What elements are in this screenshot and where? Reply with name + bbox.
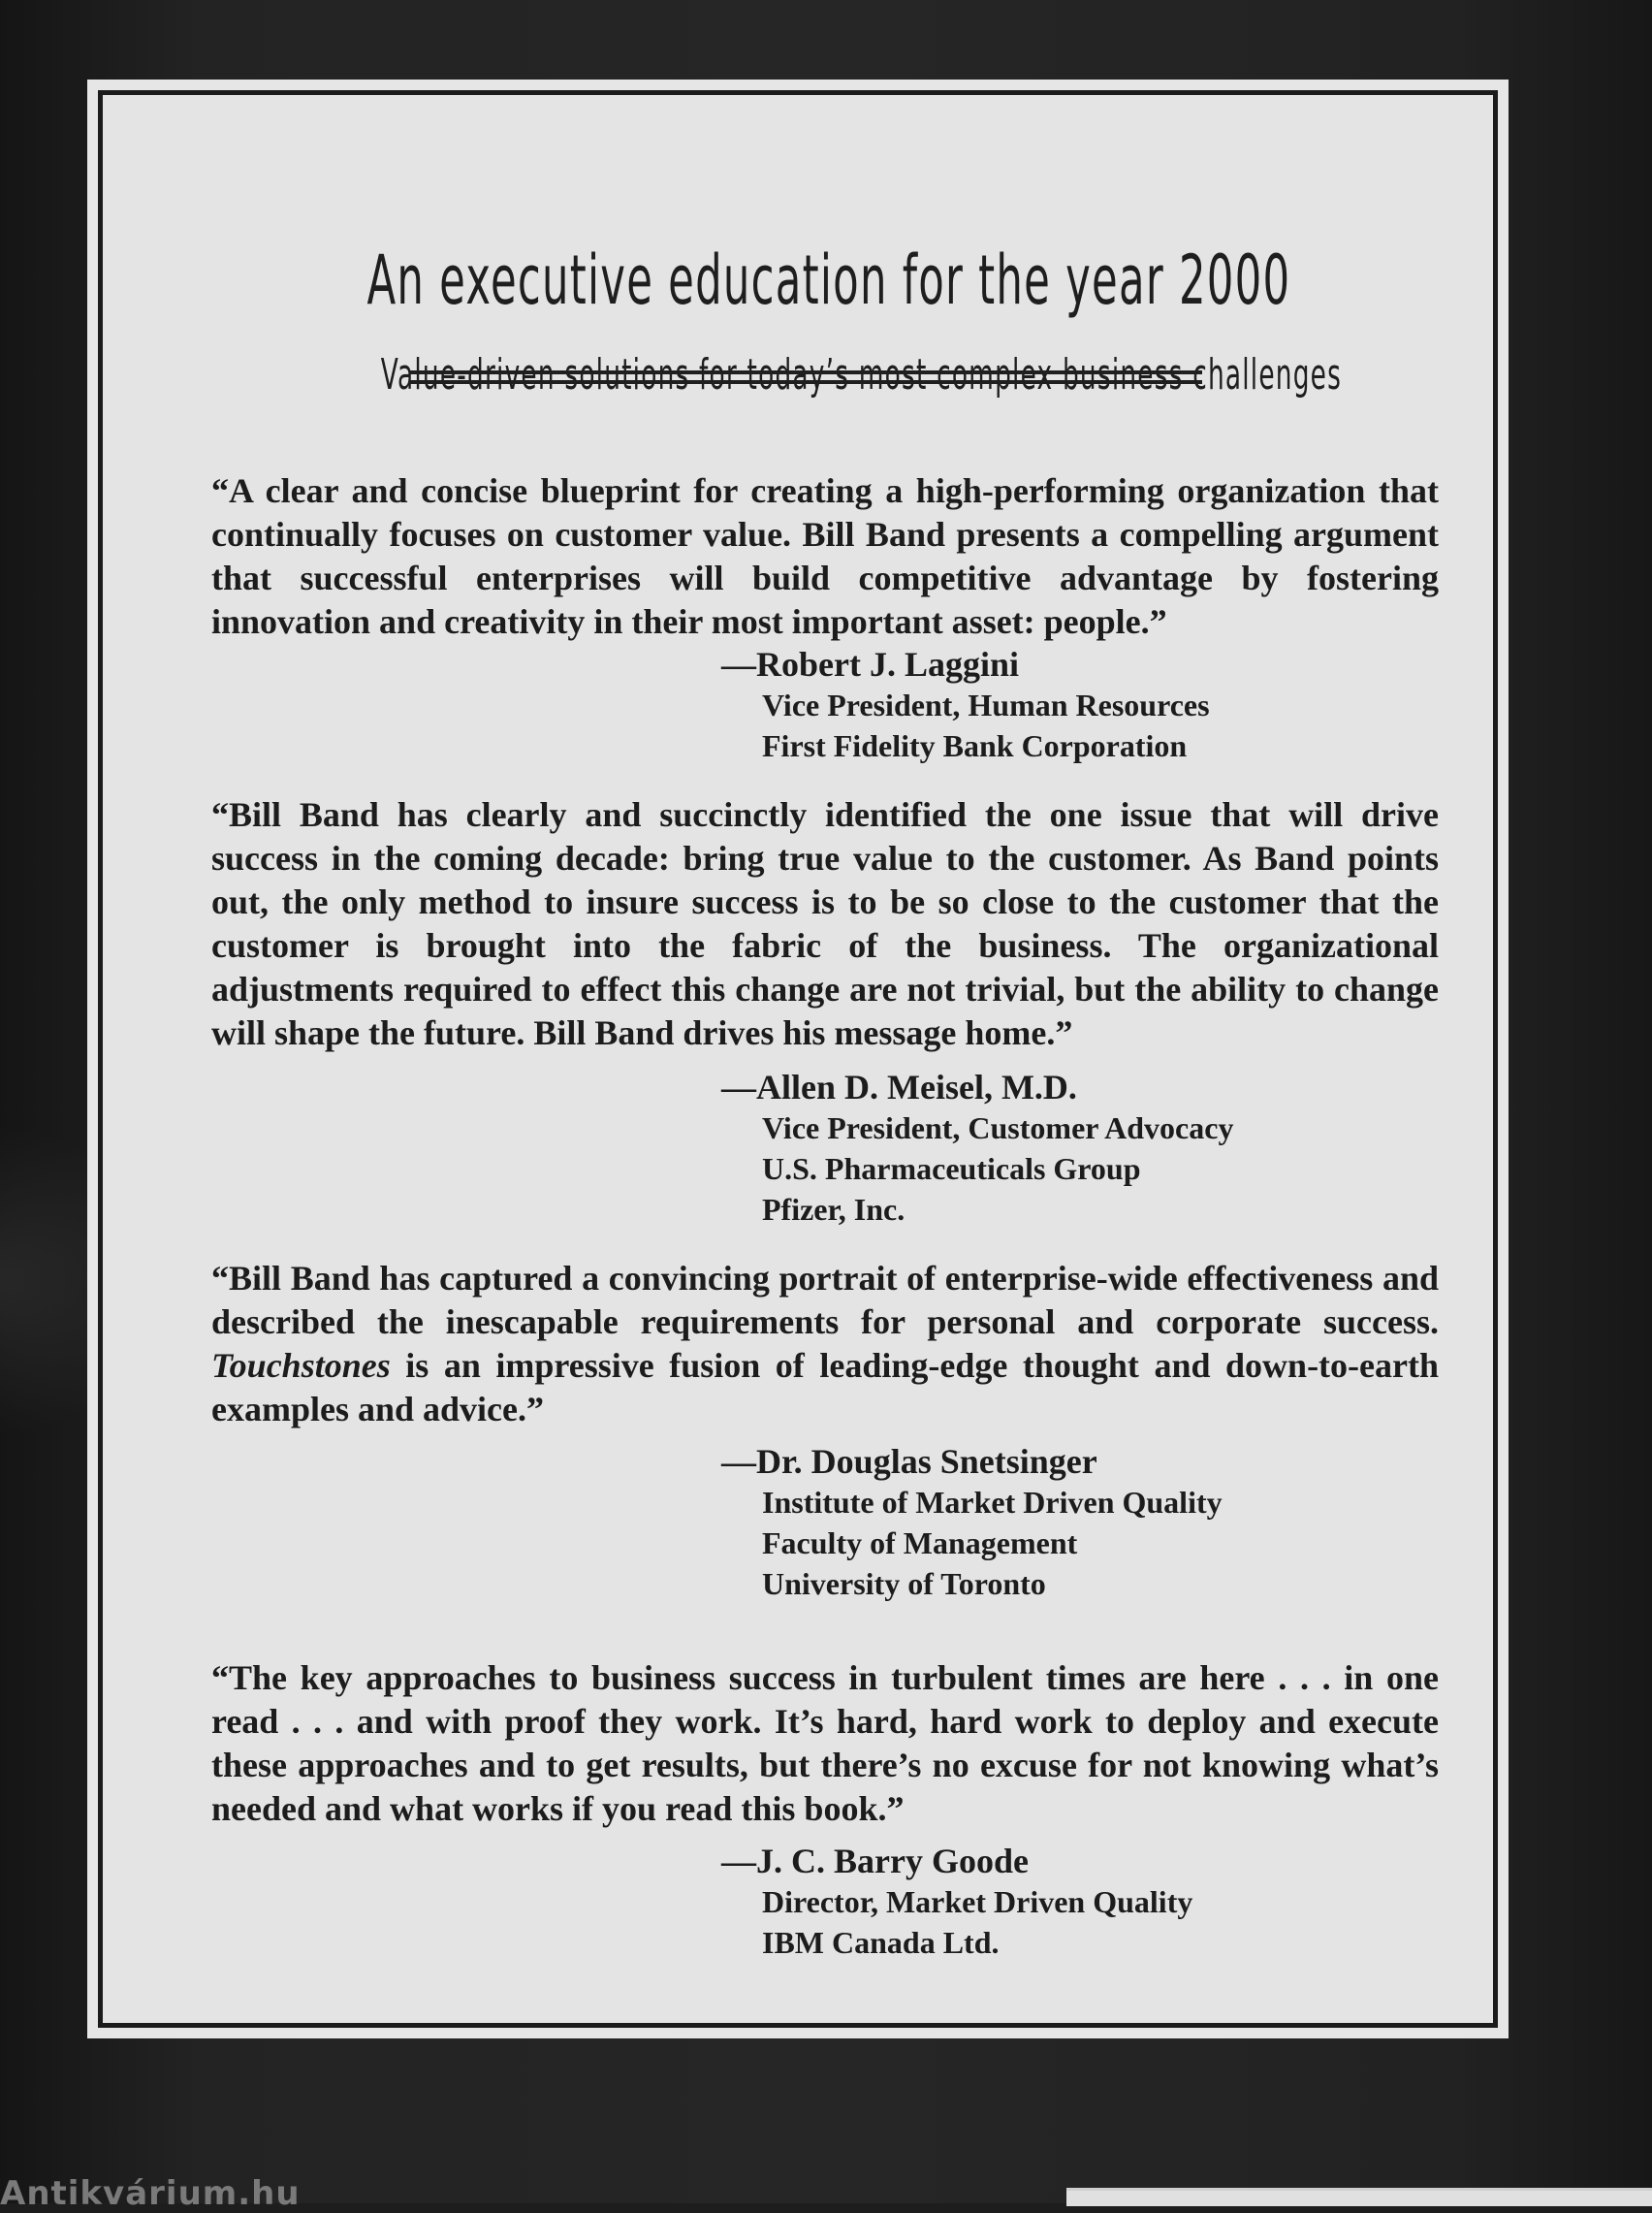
attribution-name: —Robert J. Laggini xyxy=(721,645,1020,684)
attribution-division: U.S. Pharmaceuticals Group xyxy=(762,1151,1141,1186)
testimonial-quote-4: “The key approaches to business success in turbulent times are here . . . in one read . . . and with proof they work. It’s hard, hard work to deploy and execute these approaches and to get results, but there’s no excuse for not knowing what’s needed and what works if you read this book.” xyxy=(211,1658,1439,1828)
attribution-title: Vice President, Human Resources xyxy=(762,688,1210,722)
attribution-title: Director, Market Driven Quality xyxy=(762,1884,1193,1919)
testimonial-attribution-3 xyxy=(721,1441,1441,1604)
testimonial-quote-2: “Bill Band has clearly and succinctly identified the one issue that will drive success in the coming decade: bring true value to the customer. As Band points out, the only method to insure success is to be so close to the customer that the customer is brought into the fabric of the business. The organizational adjustments required to effect this change are not trivial, but the ability to change will shape the future. Bill Band drives his message home.” xyxy=(211,795,1439,1052)
blurb-panel xyxy=(87,80,1509,2038)
attribution-title: Vice President, Customer Advocacy xyxy=(762,1110,1234,1145)
quote-text-part: “Bill Band has captured a convincing portrait of enterprise-wide effectiveness and described the inescapable requirements for personal and corporate success. xyxy=(211,1259,1439,1341)
attribution-organization: University of Toronto xyxy=(762,1566,1046,1601)
testimonial-attribution-1 xyxy=(721,644,1441,766)
blurb-panel-border xyxy=(98,90,1498,2028)
book-title-italic: Touchstones xyxy=(211,1346,391,1385)
page-title: An executive education for the year 2000 xyxy=(366,241,1291,320)
testimonial-attribution-2 xyxy=(721,1067,1441,1230)
attribution-institute: Institute of Market Driven Quality xyxy=(762,1485,1223,1520)
testimonial-attribution-4 xyxy=(721,1841,1441,1963)
attribution-faculty: Faculty of Management xyxy=(762,1525,1078,1560)
watermark-text: Antikvárium.hu xyxy=(0,2174,301,2213)
attribution-name: —Dr. Douglas Snetsinger xyxy=(721,1442,1097,1481)
testimonial-quote-1: “A clear and concise blueprint for creating a high-performing organization that continually focuses on customer value. Bill Band presents a compelling argument that successful enterprises will build competitive advantage by fostering innovation and creativity in their most important asset: people.” xyxy=(211,471,1439,641)
quote-text-part: is an impressive fusion of leading-edge thought and down-to-earth examples and advice.” xyxy=(211,1346,1439,1428)
attribution-organization: IBM Canada Ltd. xyxy=(762,1925,1000,1960)
attribution-organization: Pfizer, Inc. xyxy=(762,1192,905,1227)
barcode-sticker xyxy=(1066,2188,1652,2206)
attribution-organization: First Fidelity Bank Corporation xyxy=(762,728,1188,763)
attribution-name: —J. C. Barry Goode xyxy=(721,1842,1029,1880)
attribution-name: —Allen D. Meisel, M.D. xyxy=(721,1068,1077,1106)
page-subtitle: Value-driven solutions for today’s most complex business challenges xyxy=(380,350,1343,400)
double-rule-divider xyxy=(409,370,1202,384)
testimonial-quote-3 xyxy=(211,1257,1439,1431)
